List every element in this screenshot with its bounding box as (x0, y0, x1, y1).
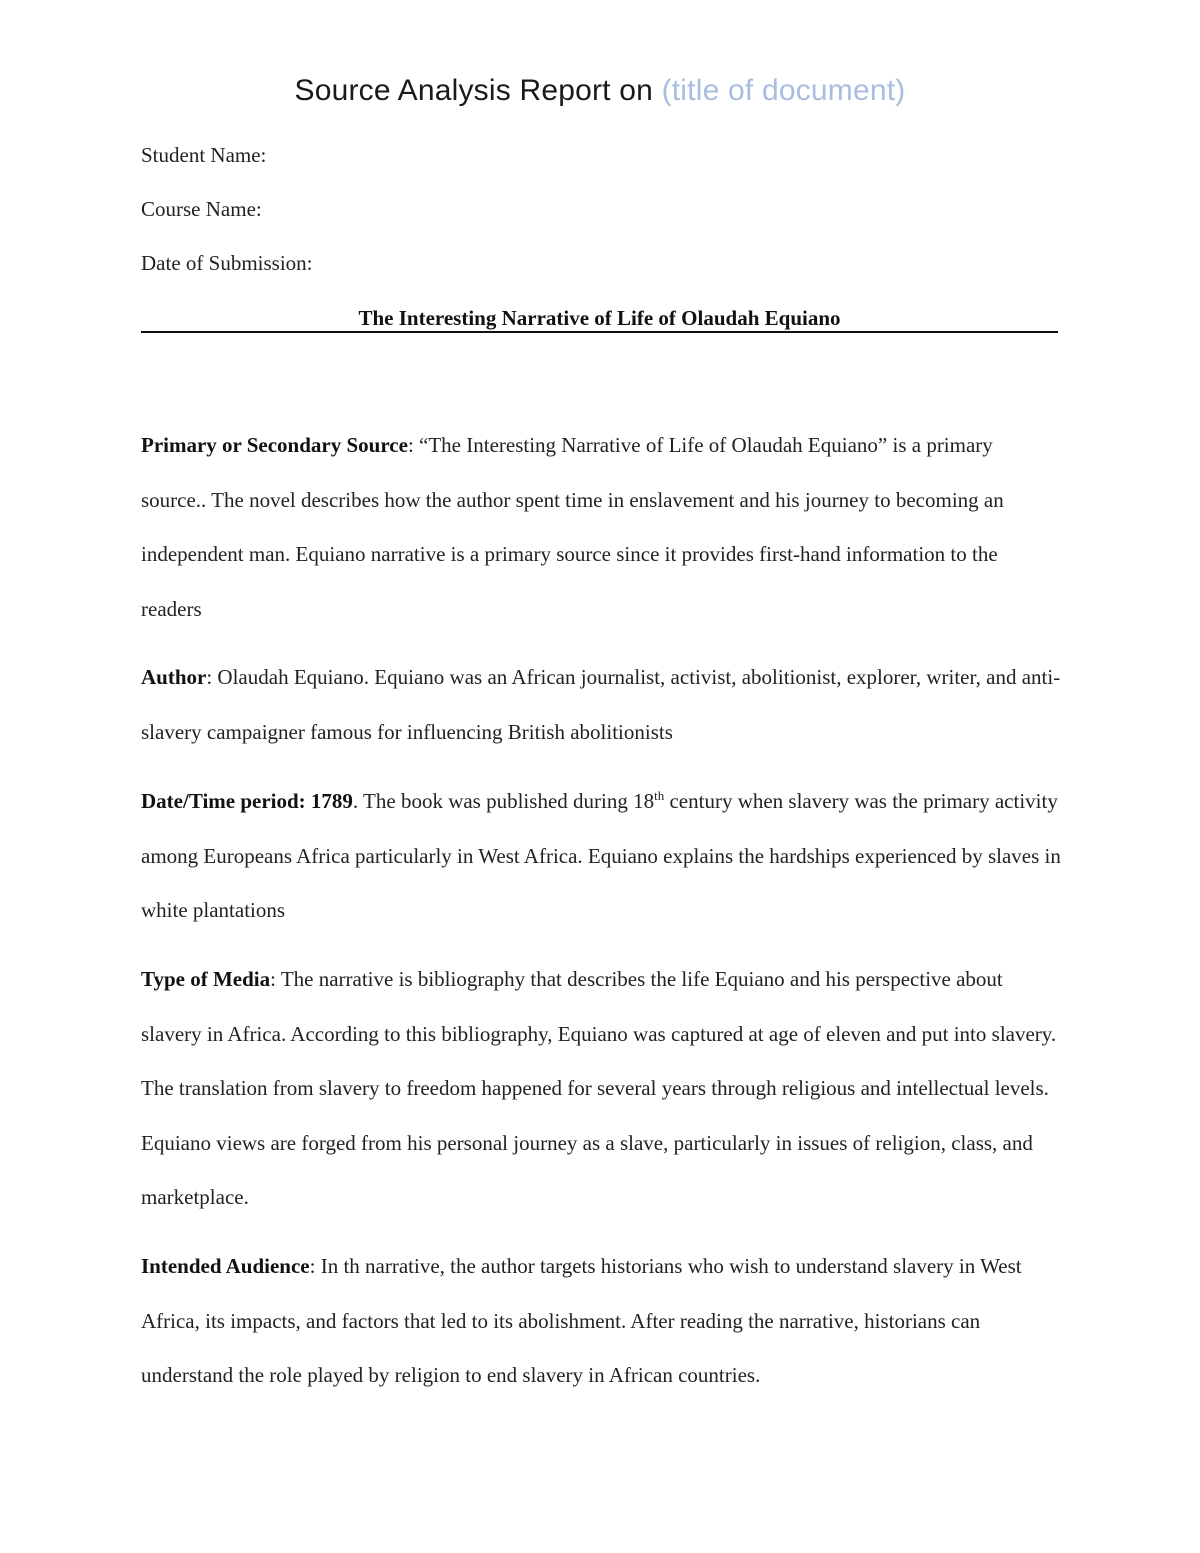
section-date-text-before: . The book was published during 18 (352, 789, 655, 813)
section-media-label: Type of Media (141, 967, 271, 991)
date-of-submission-field: Date of Submission: (141, 251, 313, 275)
section-source-type-label: Primary or Secondary Source (141, 433, 408, 457)
report-title-placeholder: (title of document) (661, 74, 906, 107)
report-title (0, 74, 1200, 108)
section-source-type-text: : “The Interesting Narrative of Life of Olaudah Equiano” is a primary source.. The novel describes how the author spent time in enslavement and his journey to becoming an independent man. Equiano narrative is a primary source since it provides first-hand information to the readers (141, 433, 1004, 621)
section-type-of-media (141, 952, 1061, 1225)
section-date-superscript: th (654, 788, 665, 803)
section-audience-text: : In th narrative, the author targets historians who wish to understand slavery in West Africa, its impacts, and factors that led to its abolishment. After reading the narrative, historians can understand the role played by religion to end slavery in African countries. (141, 1254, 1022, 1387)
section-intended-audience (141, 1239, 1061, 1403)
section-author-label: Author (141, 665, 207, 689)
student-name-field: Student Name: (141, 143, 267, 167)
report-title-prefix: Source Analysis Report on (294, 74, 654, 107)
section-date-text-after: century when slavery was the primary activity among Europeans Africa particularly in West Africa. Equiano explains the hardships experienced by slaves in white plantations (141, 789, 1061, 922)
title-underline (141, 331, 1058, 333)
section-date-period (141, 774, 1061, 938)
section-author (141, 650, 1061, 759)
section-audience-label: Intended Audience (141, 1254, 310, 1278)
course-name-field: Course Name: (141, 197, 262, 221)
document-title: The Interesting Narrative of Life of Olaudah Equiano (358, 306, 841, 330)
section-source-type (141, 418, 1061, 636)
section-author-text: : Olaudah Equiano. Equiano was an African journalist, activist, abolitionist, explorer, writer, and anti-slavery campaigner famous for influencing British abolitionists (141, 665, 1061, 744)
section-date-label: Date/Time period: 1789 (141, 789, 353, 813)
section-media-text: : The narrative is bibliography that describes the life Equiano and his perspective about slavery in Africa. According to this bibliography, Equiano was captured at age of eleven and put into slavery. The translation from slavery to freedom happened for several years through religious and intellectual levels. Equiano views are forged from his personal journey as a slave, particularly in issues of religion, class, and marketplace. (141, 967, 1057, 1209)
